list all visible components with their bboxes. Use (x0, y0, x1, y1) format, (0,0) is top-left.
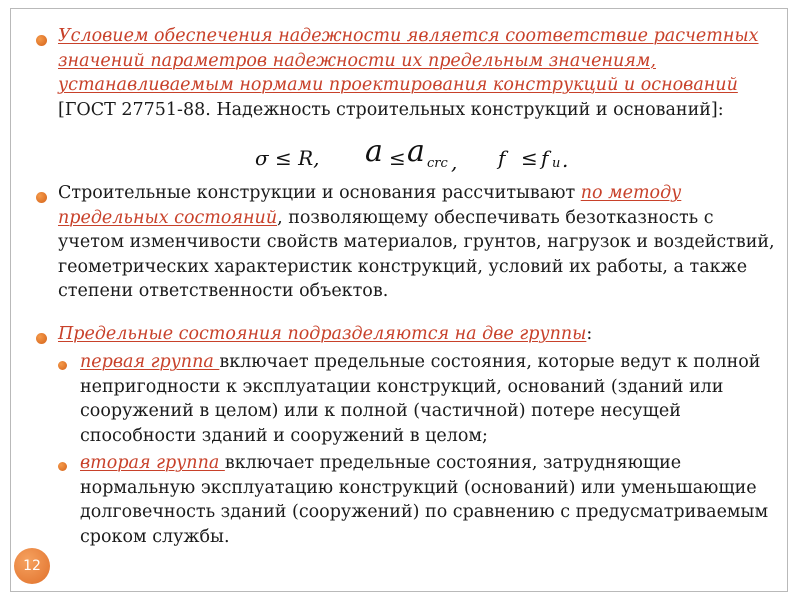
formula-period: . (562, 148, 569, 172)
second-group-label: вторая группа (80, 453, 225, 473)
formula-comma: , (451, 150, 458, 174)
reliability-condition-text: Условием обеспечения надежности является соответствие расчетных значений параметров надежности их предельным значениям, устанавливаемым нормами проектирования конструкций и оснований (58, 26, 759, 95)
limit-states-method-link: по методу предельных состояний (58, 183, 682, 228)
method-text-start: Строительные конструкции и основания рассчитывают (58, 183, 581, 203)
formula-a-crc: a (407, 134, 425, 169)
gost-reference: [ГОСТ 27751-88. Надежность строительных конструкций и оснований]: (58, 99, 724, 120)
formula-line (255, 134, 675, 176)
second-group-text: включает предельные состояния, затрудняющие нормальную эксплуатацию конструкций (оснований) или уменьшающие долговечность зданий (сооружений) по сравнению с предусматриваемым сроком службы. (80, 453, 769, 547)
second-group-item (80, 451, 780, 549)
bullet-icon (36, 35, 47, 46)
formula-le: ≤ (389, 146, 406, 170)
first-group-text: включает предельные состояния, которые ведут к полной непригодности к эксплуатации конструкций, оснований (зданий или сооружений в целом) или к полной (частичной) потере несущей способности зданий и сооружений в целом; (80, 352, 761, 446)
formula-fu: f (541, 146, 549, 170)
formula-u-sub: u (552, 156, 561, 171)
formula-sigma: σ ≤ R, (255, 146, 320, 170)
first-group-label: первая группа (80, 352, 220, 372)
paragraph-reliability (58, 24, 778, 122)
formula-le2: ≤ (521, 146, 538, 170)
first-group-item (80, 350, 780, 448)
sub-bullet-icon (58, 361, 67, 370)
paragraph-method (58, 181, 778, 304)
groups-colon: : (586, 324, 593, 344)
bullet-icon (36, 333, 47, 344)
sub-bullet-icon (58, 462, 67, 471)
formula-f: f (498, 146, 506, 170)
method-text-end: , позволяющему обеспечивать безотказность с учетом изменчивости свойств материалов, грунтов, нагрузок и воздействий, геометрических характеристик конструкций, условий их работы, а также степени ответственности объектов. (58, 207, 775, 301)
formula-crc-sub: crc (427, 156, 448, 171)
bullet-icon (36, 192, 47, 203)
groups-heading: Предельные состояния подразделяются на две группы (58, 324, 587, 344)
page-number-badge: 12 (14, 548, 50, 584)
formula-a: a (365, 134, 383, 169)
paragraph-groups (58, 322, 778, 347)
